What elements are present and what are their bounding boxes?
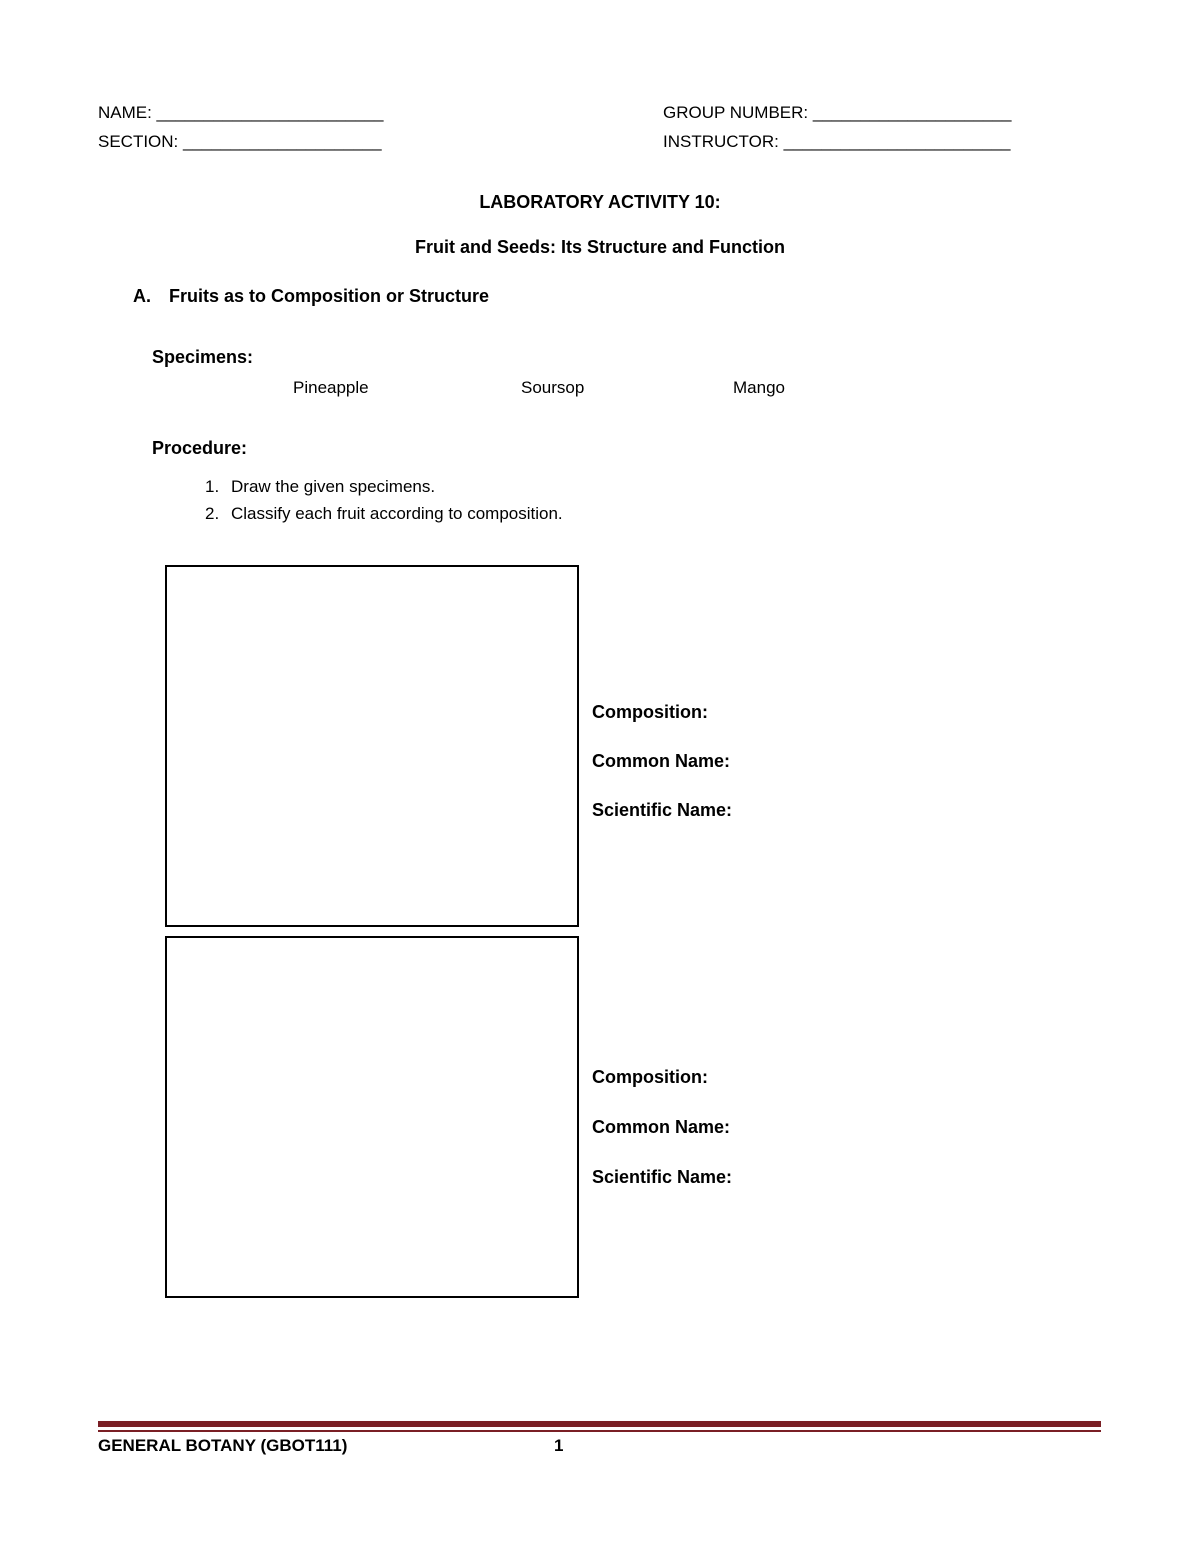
specimen-mango: Mango — [733, 378, 785, 397]
specimen-pineapple: Pineapple — [293, 378, 369, 397]
procedure-step-text: Draw the given specimens. — [231, 477, 436, 496]
section-a-heading: Fruits as to Composition or Structure — [169, 286, 490, 306]
scientific-name-label: Scientific Name: — [592, 1167, 733, 1187]
footer-course: GENERAL BOTANY (GBOT111) — [98, 1436, 348, 1455]
section-a-marker: A. — [133, 286, 151, 306]
footer-rule-thick — [98, 1421, 1101, 1427]
page-number: 1 — [554, 1436, 564, 1455]
footer-rule-thin — [98, 1430, 1101, 1432]
instructor-field[interactable]: INSTRUCTOR: ________________________ — [663, 132, 1011, 151]
drawing-box[interactable] — [165, 565, 579, 927]
common-name-label: Common Name: — [592, 751, 731, 771]
specimens-label: Specimens: — [152, 347, 254, 367]
activity-subtitle: Fruit and Seeds: Its Structure and Function — [414, 237, 786, 257]
composition-label: Composition: — [592, 702, 708, 722]
procedure-label: Procedure: — [152, 438, 248, 458]
scientific-name-label: Scientific Name: — [592, 800, 733, 820]
section-field[interactable]: SECTION: _____________________ — [98, 132, 382, 151]
procedure-step-number: 1. — [205, 477, 220, 496]
specimen-soursop: Soursop — [521, 378, 585, 397]
activity-title: LABORATORY ACTIVITY 10: — [479, 192, 721, 212]
drawing-box[interactable] — [165, 936, 579, 1298]
composition-label: Composition: — [592, 1067, 708, 1087]
group-number-field[interactable]: GROUP NUMBER: _____________________ — [663, 103, 1012, 122]
name-field[interactable]: NAME: ________________________ — [98, 103, 384, 122]
procedure-step-number: 2. — [205, 504, 220, 523]
common-name-label: Common Name: — [592, 1117, 731, 1137]
procedure-step-text: Classify each fruit according to composition. — [231, 504, 563, 523]
